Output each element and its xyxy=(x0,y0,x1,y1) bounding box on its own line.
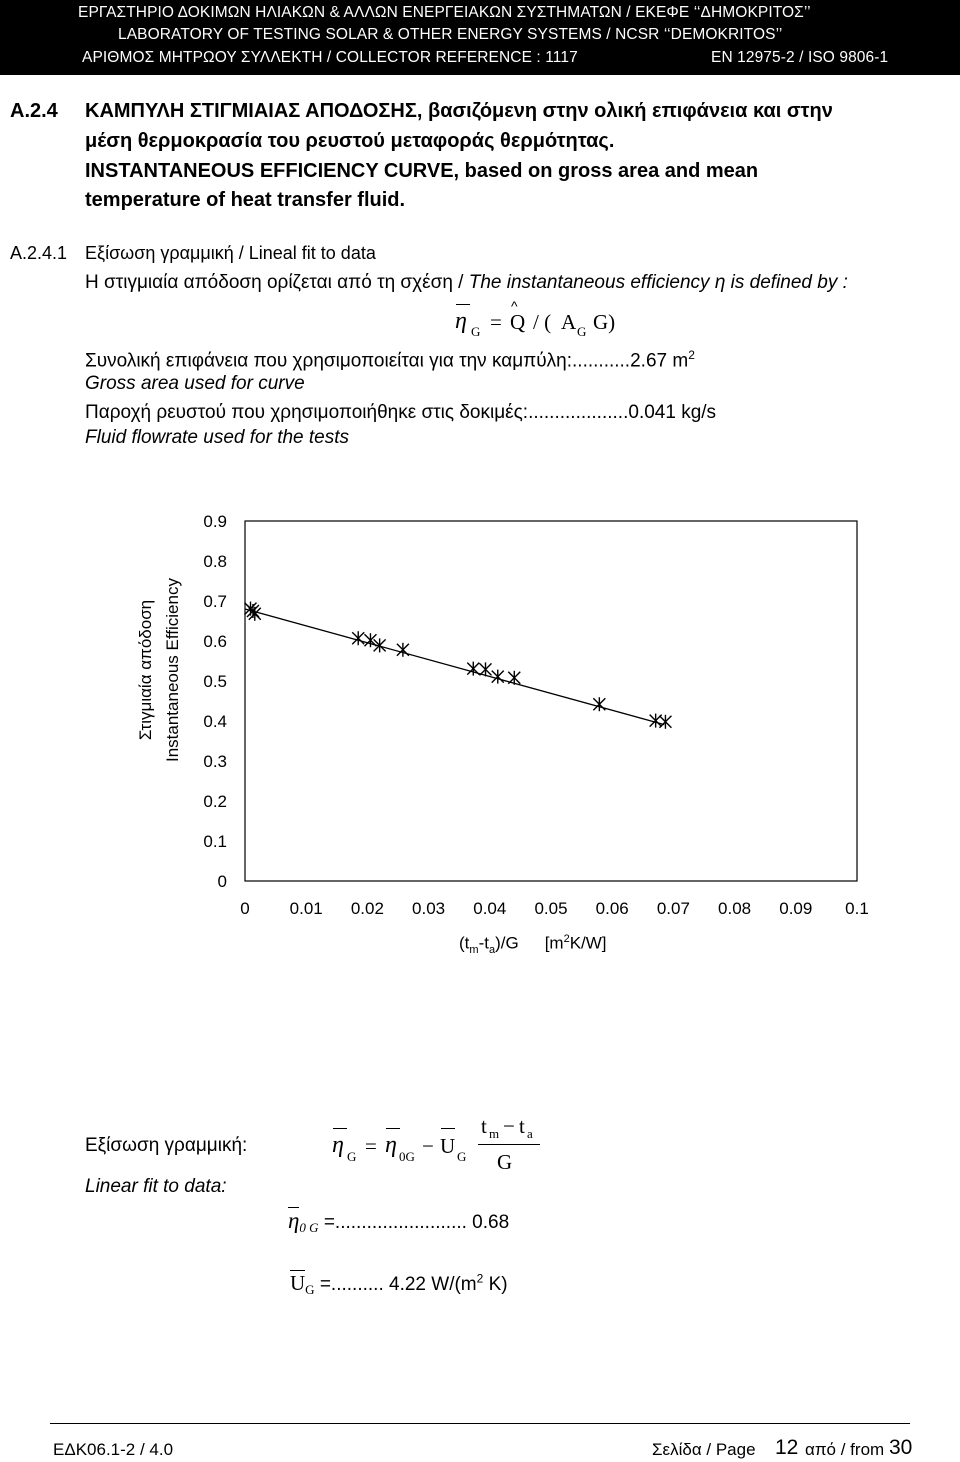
formula-g-close: G) xyxy=(593,310,616,334)
subsection-title: Εξίσωση γραμμική / Lineal fit to data xyxy=(85,243,376,263)
x-label-unit-sup: 2 xyxy=(563,933,570,945)
header-lab-english: LABORATORY OF TESTING SOLAR & OTHER ENERGY SYSTEMS / NCSR ‘‘DEMOKRITOS’’ xyxy=(118,26,783,43)
data-point xyxy=(352,631,364,645)
eq-frac-den: G xyxy=(497,1150,513,1174)
eq-frac-tm: t xyxy=(481,1114,487,1138)
gross-area-sup: 2 xyxy=(688,348,695,362)
x-tick-label: 0.02 xyxy=(350,899,384,918)
ug-sub: G xyxy=(305,1282,315,1297)
linear-fit-label-english: Linear fit to data: xyxy=(85,1176,227,1197)
section-number: A.2.4 xyxy=(10,100,58,122)
y-tick-label: 0.5 xyxy=(203,672,227,691)
y-tick-label: 0.3 xyxy=(203,752,227,771)
x-label-unit-open: [m xyxy=(544,933,564,953)
eq-u: U xyxy=(440,1134,456,1158)
x-label-sub-m: m xyxy=(469,944,479,957)
ug-value: =.......... 4.22 W/(m xyxy=(314,1274,477,1295)
y-tick-label: 0.8 xyxy=(203,552,227,571)
x-axis-label xyxy=(459,933,607,956)
formula-slash: / ( xyxy=(533,310,552,334)
formula-eta-sub: G xyxy=(471,324,481,339)
x-label-sub-a: a xyxy=(488,944,496,957)
header-standard: EN 12975-2 / ISO 9806-1 xyxy=(711,49,889,66)
gross-area-dots: ........... xyxy=(572,350,631,372)
gross-area-value: 2.67 m xyxy=(630,350,689,372)
eq-fraction-bar xyxy=(478,1144,540,1145)
eq-frac-a: a xyxy=(527,1126,533,1141)
footer-of-label: από / from xyxy=(805,1440,885,1459)
eta0-sub: 0 G xyxy=(299,1220,319,1235)
data-point xyxy=(508,671,520,685)
flowrate-label: Παροχή ρευστού που χρησιμοποιήθηκε στις δοκιμές: xyxy=(85,402,529,423)
x-label-mid: -t xyxy=(478,933,489,953)
eq-eta0: η xyxy=(385,1132,397,1158)
y-tick-label: 0.4 xyxy=(203,712,227,731)
eq-frac-minus: − xyxy=(503,1114,515,1138)
x-tick-label: 0 xyxy=(240,899,250,918)
ug-symbol: U xyxy=(290,1271,306,1295)
eta0-value: =......................... 0.68 xyxy=(318,1212,510,1233)
ug-sup: 2 xyxy=(476,1271,484,1286)
eq-eta-overbar xyxy=(333,1128,347,1129)
x-tick-label: 0.05 xyxy=(534,899,568,918)
formula-q: Q xyxy=(510,310,526,334)
formula-eta: η xyxy=(455,308,467,334)
eta0-value-line xyxy=(288,1208,509,1236)
data-point xyxy=(397,643,409,657)
y-tick-labels xyxy=(203,512,227,891)
y-axis-label-english: Instantaneous Efficiency xyxy=(163,578,182,762)
footer-rule xyxy=(50,1423,910,1424)
header-collector-reference: ΑΡΙΘΜΟΣ ΜΗΤΡΩΟΥ ΣΥΛΛΕΚΤΗ / COLLECTOR REFERENCE : 1117 xyxy=(82,49,578,66)
gross-area-label: Συνολική επιφάνεια που χρησιμοποιείται για την καμπύλη: xyxy=(85,350,573,372)
x-tick-label: 0.1 xyxy=(845,899,869,918)
eq-eta0-overbar xyxy=(386,1128,400,1129)
eta0-symbol: η xyxy=(288,1208,300,1233)
header-lab-greek: ΕΡΓΑΣΤΗΡΙΟ ΔΟΚΙΜΩΝ ΗΛΙΑΚΩΝ & ΑΛΛΩΝ ΕΝΕΡΓΕΙΑΚΩΝ ΣΥΣΤΗΜΑΤΩΝ / ΕΚΕΦΕ ‘‘ΔΗΜΟΚΡΙΤΟΣ’’ xyxy=(78,4,811,21)
x-tick-label: 0.01 xyxy=(289,899,323,918)
eq-frac-ta: t xyxy=(519,1114,525,1138)
y-tick-label: 0.1 xyxy=(203,832,227,851)
eq-u-sub: G xyxy=(457,1149,467,1164)
eq-eta: η xyxy=(332,1132,344,1158)
section-title-english-1: INSTANTANEOUS EFFICIENCY CURVE, based on gross area and mean xyxy=(85,160,759,182)
data-point xyxy=(659,715,671,729)
x-tick-label: 0.03 xyxy=(412,899,446,918)
y-axis-label-greek: Στιγμιαία απόδοση xyxy=(136,599,155,741)
x-tick-labels xyxy=(240,899,869,918)
data-points xyxy=(245,602,672,729)
y-tick-label: 0.7 xyxy=(203,592,227,611)
x-tick-label: 0.08 xyxy=(718,899,752,918)
formula-equals: = xyxy=(490,310,502,334)
y-tick-label: 0.9 xyxy=(203,512,227,531)
footer-doc-id: ΕΔΚ06.1-2 / 4.0 xyxy=(53,1440,174,1459)
section-title-english-2: temperature of heat transfer fluid. xyxy=(85,189,406,211)
ug-value-line xyxy=(290,1271,508,1298)
y-tick-label: 0 xyxy=(217,872,227,891)
formula-a-sub: G xyxy=(577,324,587,339)
formula-a: A xyxy=(561,310,577,334)
data-point xyxy=(492,670,504,684)
section-title-greek-2: μέση θερμοκρασία του ρευστού μεταφοράς θερμότητας. xyxy=(85,130,615,152)
flowrate-english: Fluid flowrate used for the tests xyxy=(85,427,350,448)
x-tick-label: 0.09 xyxy=(779,899,813,918)
definition-greek: Η στιγμιαία απόδοση ορίζεται από τη σχέση / xyxy=(85,272,469,293)
subsection-number: A.2.4.1 xyxy=(10,243,68,263)
eq-equals: = xyxy=(365,1134,377,1158)
flowrate-value: 0.041 kg/s xyxy=(628,402,717,423)
eq-u-overbar xyxy=(441,1128,455,1129)
plot-frame xyxy=(245,521,857,881)
x-label-unit-close: K/W] xyxy=(569,933,607,953)
flowrate-dots: ................... xyxy=(528,402,629,423)
fit-line xyxy=(245,609,664,725)
ug-close: K) xyxy=(483,1274,508,1295)
x-tick-label: 0.06 xyxy=(595,899,629,918)
data-point xyxy=(593,697,605,711)
y-tick-label: 0.2 xyxy=(203,792,227,811)
x-label-close: )/G xyxy=(495,933,519,953)
x-tick-label: 0.04 xyxy=(473,899,507,918)
x-tick-label: 0.07 xyxy=(656,899,690,918)
eq-eta-sub: G xyxy=(347,1149,357,1164)
eq-minus: − xyxy=(422,1134,434,1158)
linear-fit-label-greek: Εξίσωση γραμμική: xyxy=(85,1135,248,1156)
gross-area-english: Gross area used for curve xyxy=(85,373,305,394)
definition-english: The instantaneous efficiency η is defined by : xyxy=(468,272,848,293)
q-hat-icon: ^ xyxy=(511,298,518,314)
data-point xyxy=(467,662,479,676)
footer-page-total: 30 xyxy=(889,1436,913,1459)
footer-page-label: Σελίδα / Page xyxy=(652,1440,756,1459)
data-point xyxy=(480,662,492,676)
y-tick-label: 0.6 xyxy=(203,632,227,651)
section-title-greek-1: ΚΑΜΠΥΛΗ ΣΤΙΓΜΙΑΙΑΣ ΑΠΟΔΟΣΗΣ, βασιζόμενη στην ολική επιφάνεια και στην xyxy=(85,100,833,122)
eq-frac-m: m xyxy=(489,1126,500,1141)
eq-eta0-sub: 0G xyxy=(399,1149,415,1164)
x-label-open: (t xyxy=(459,933,470,953)
footer-page-number: 12 xyxy=(775,1436,799,1459)
